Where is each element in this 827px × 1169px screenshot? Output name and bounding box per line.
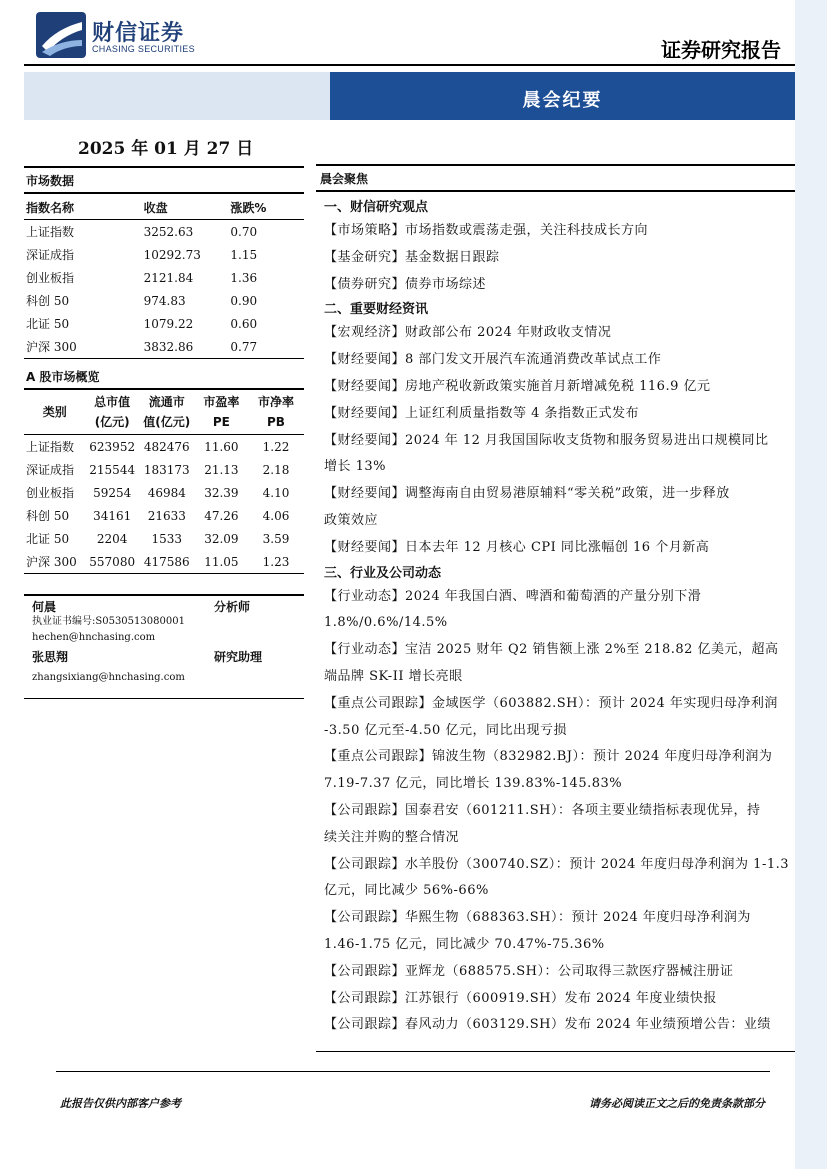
assistant-name: 张思翔 (32, 650, 69, 664)
category-name: 北证 50 (26, 532, 70, 546)
col-total-mv-l2: (亿元) (94, 415, 130, 429)
col-float-mv-l1: 流通市 (148, 395, 185, 409)
float-mv: 417586 (139, 550, 195, 574)
list-item-continued: -3.50 亿元至-4.50 亿元，同比出现亏损 (324, 722, 567, 738)
total-mv: 557080 (86, 550, 139, 574)
analyst-divider (24, 698, 304, 699)
list-item[interactable]: 【债券研究】债券市场综述 (324, 276, 487, 292)
pe-value: 32.09 (204, 531, 239, 546)
footer-notice: 此报告仅供内部客户参考 (60, 1097, 181, 1110)
float-mv: 21633 (147, 508, 186, 523)
pe-value: 11.60 (204, 439, 239, 454)
list-item-continued: 续关注并购的整合情况 (324, 829, 460, 845)
float-mv: 46984 (147, 485, 186, 500)
list-item[interactable]: 【公司跟踪】华熙生物（688363.SH）：预计 2024 年度归母净利润为 (324, 910, 751, 926)
a-share-title: A 股市场概览 (24, 368, 304, 390)
table-row (24, 550, 304, 574)
pe-value: 11.05 (195, 550, 248, 574)
logo-text-cn: 财信证券 (92, 21, 185, 46)
table-row (24, 458, 304, 481)
category-name: 科创 50 (26, 509, 70, 523)
float-mv: 1533 (151, 531, 183, 546)
change-value: 1.15 (230, 247, 258, 262)
col-category-label: 类别 (42, 405, 67, 419)
total-mv: 2204 (96, 531, 128, 546)
col-float-mv-l2: 值(亿元) (143, 415, 191, 429)
company-logo (36, 12, 216, 60)
category-name: 深证成指 (26, 463, 75, 477)
list-item[interactable]: 【行业动态】2024 年我国白酒、啤酒和葡萄酒的产量分别下滑 (324, 588, 702, 604)
col-close: 收盘 (142, 194, 229, 220)
table-row (24, 504, 304, 527)
change-value: 1.36 (230, 270, 258, 285)
logo-text-en: CHASING SECURITIES (92, 44, 195, 54)
pe-value: 47.26 (204, 508, 239, 523)
list-item-continued: 1.8%/0.6%/14.5% (324, 615, 448, 631)
list-item[interactable]: 【市场策略】市场指数或震荡走强，关注科技成长方向 (324, 223, 649, 238)
list-item[interactable]: 【公司跟踪】亚辉龙（688575.SH）：公司取得三款医疗器械注册证 (324, 963, 734, 979)
index-name: 北证 50 (26, 317, 70, 331)
category-name: 沪深 300 (24, 550, 86, 574)
footer-disclaimer: 请务必阅读正文之后的免责条款部分 (589, 1097, 765, 1110)
assistant-role: 研究助理 (214, 650, 263, 664)
close-value: 974.83 (143, 293, 186, 308)
index-name: 沪深 300 (24, 335, 142, 359)
list-item-continued: 政策效应 (324, 512, 379, 528)
col-pb-l2: PB (267, 415, 285, 429)
analyst-role: 分析师 (214, 600, 251, 614)
table-header-row (24, 390, 304, 435)
list-item[interactable]: 【公司跟踪】江苏银行（600919.SH）发布 2024 年度业绩快报 (324, 990, 717, 1006)
table-row (24, 312, 304, 335)
change-value: 0.77 (228, 335, 304, 359)
pb-value: 1.23 (248, 550, 304, 574)
total-mv: 34161 (93, 508, 132, 523)
logo-mark-icon (36, 12, 86, 58)
col-pe-l1: 市盈率 (203, 395, 240, 409)
list-item[interactable]: 【财经要闻】调整海南自由贸易港原辅料“零关税”政策，进一步释放 (324, 486, 730, 502)
col-float-mv (139, 390, 195, 435)
table-header-row (24, 194, 304, 220)
pb-value: 1.22 (262, 439, 290, 454)
col-pe-l2: PE (212, 415, 230, 429)
pb-value: 4.10 (262, 485, 290, 500)
float-mv: 183173 (143, 462, 190, 477)
focus-divider (316, 1051, 795, 1052)
list-item-continued: 增长 13% (324, 459, 387, 475)
market-data-table (24, 194, 304, 359)
close-value: 10292.73 (143, 247, 201, 262)
list-item[interactable]: 【行业动态】宝洁 2025 财年 Q2 销售额上涨 2%至 218.82 亿美元，超高 (324, 642, 779, 658)
list-item-continued: 亿元，同比减少 56%-66% (324, 883, 489, 899)
list-item[interactable]: 【宏观经济】财政部公布 2024 年财政收支情况 (324, 325, 612, 341)
list-item[interactable]: 【财经要闻】2024 年 12 月我国国际收支货物和服务贸易进出口规模同比 (324, 432, 769, 448)
table-row (24, 243, 304, 266)
total-mv: 59254 (93, 485, 132, 500)
analyst-cert: 执业证书编号:S0530513080001 (32, 616, 185, 627)
focus-title: 晨会聚焦 (316, 164, 795, 192)
analyst-block (24, 594, 304, 686)
market-data-section (24, 166, 304, 359)
analyst-name: 何晨 (32, 600, 57, 614)
float-mv: 482476 (143, 439, 190, 454)
banner-title: 晨会纪要 (522, 90, 603, 111)
index-name: 创业板指 (26, 271, 75, 285)
analyst-email[interactable]: hechen@hnchasing.com (32, 632, 156, 643)
list-item[interactable]: 【公司跟踪】水羊股份（300740.SZ）：预计 2024 年度归母净利润为 1-1.3 (324, 856, 790, 872)
pe-value: 32.39 (204, 485, 239, 500)
index-name: 上证指数 (26, 225, 75, 239)
col-index-name: 指数名称 (24, 194, 142, 220)
col-pb-l1: 市净率 (257, 395, 294, 409)
banner-dark-panel (330, 72, 795, 120)
list-item[interactable]: 【公司跟踪】国泰君安（601211.SH）：各项主要业绩指标表现优异，持 (324, 802, 761, 818)
close-value: 2121.84 (143, 270, 194, 285)
table-row (24, 435, 304, 459)
col-change: 涨跌% (228, 194, 304, 220)
change-value: 0.60 (230, 316, 258, 331)
list-item-continued: 7.19-7.37 亿元，同比增长 139.83%-145.83% (324, 776, 623, 792)
table-row (24, 266, 304, 289)
table-row (24, 527, 304, 550)
col-pb (248, 390, 304, 435)
total-mv: 623952 (89, 439, 136, 454)
list-item-continued: 1.46-1.75 亿元，同比减少 70.47%-75.36% (324, 936, 605, 952)
list-item[interactable]: 【公司跟踪】春风动力（603129.SH）发布 2024 年业绩预增公告：业绩 (324, 1017, 771, 1033)
col-category (24, 390, 86, 435)
pb-value: 3.59 (262, 531, 290, 546)
change-value: 0.90 (230, 293, 258, 308)
header-divider (24, 64, 795, 66)
assistant-email[interactable]: zhangsixiang@hnchasing.com (32, 672, 185, 683)
footer-divider (56, 1071, 770, 1072)
table-row (24, 481, 304, 504)
list-item-continued: 端品牌 SK-II 增长亮眼 (324, 668, 463, 684)
table-row (24, 335, 304, 359)
close-value: 3832.86 (142, 335, 229, 359)
title-banner (24, 72, 795, 120)
list-item[interactable]: 【重点公司跟踪】金域医学（603882.SH）：预计 2024 年实现归母净利润 (324, 695, 778, 711)
col-pe (195, 390, 248, 435)
change-value: 0.70 (230, 224, 258, 239)
list-item[interactable]: 【财经要闻】房地产税收新政策实施首月新增减免税 116.9 亿元 (324, 378, 711, 394)
category-name: 创业板指 (26, 486, 75, 500)
list-item[interactable]: 【重点公司跟踪】锦波生物（832982.BJ）：预计 2024 年度归母净利润为 (324, 749, 773, 765)
table-row (24, 289, 304, 312)
pe-value: 21.13 (204, 462, 239, 477)
a-share-section (24, 368, 304, 574)
section-heading-3: 三、行业及公司动态 (324, 565, 442, 581)
list-item[interactable]: 【财经要闻】8 部门发文开展汽车流通消费改革试点工作 (324, 352, 662, 368)
category-name: 上证指数 (26, 440, 75, 454)
a-share-table (24, 390, 304, 574)
close-value: 3252.63 (143, 224, 194, 239)
pb-value: 4.06 (262, 508, 290, 523)
pb-value: 2.18 (262, 462, 290, 477)
side-strip (795, 0, 827, 1169)
close-value: 1079.22 (143, 316, 194, 331)
index-name: 科创 50 (26, 294, 70, 308)
col-total-mv-l1: 总市值 (94, 395, 131, 409)
table-row (24, 220, 304, 244)
section-heading-2: 二、重要财经资讯 (324, 302, 429, 318)
section-heading-1: 一、财信研究观点 (324, 200, 429, 215)
analyst-row-2 (24, 646, 304, 664)
market-data-title: 市场数据 (24, 166, 304, 194)
report-date: 2025 年 01 月 27 日 (78, 139, 254, 159)
list-item[interactable]: 【基金研究】基金数据日跟踪 (324, 249, 500, 265)
report-type: 证券研究报告 (661, 38, 781, 62)
total-mv: 215544 (89, 462, 136, 477)
list-item[interactable]: 【财经要闻】上证红利质量指数等 4 条指数正式发布 (324, 405, 640, 421)
col-total-mv (86, 390, 139, 435)
focus-section (316, 164, 795, 1039)
list-item[interactable]: 【财经要闻】日本去年 12 月核心 CPI 同比涨幅创 16 个月新高 (324, 539, 710, 555)
index-name: 深证成指 (26, 248, 75, 262)
analyst-row-1 (24, 596, 304, 614)
